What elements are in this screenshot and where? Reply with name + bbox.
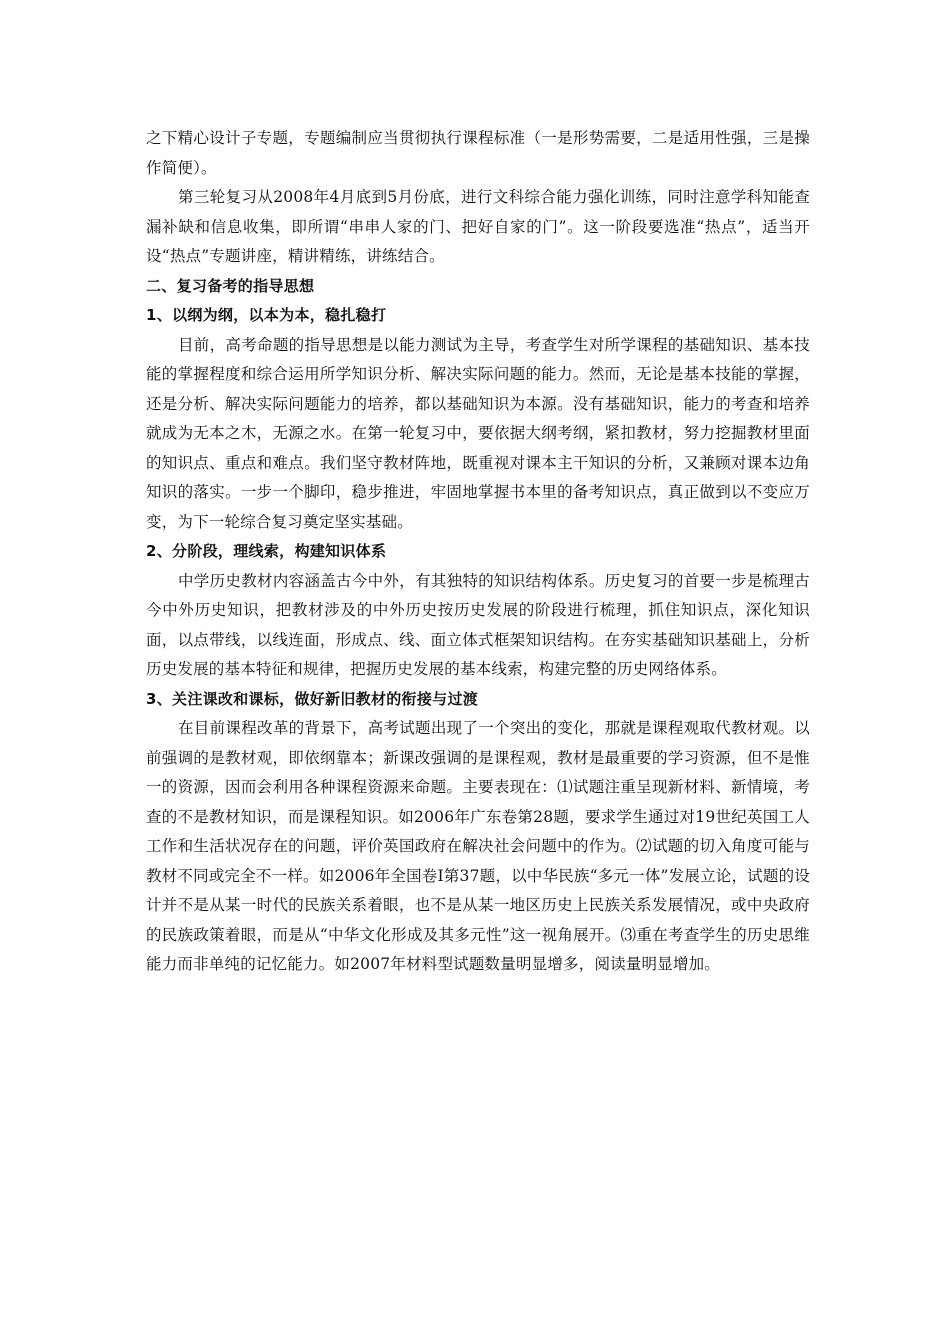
subheading-point-2: 2、分阶段，理线索，构建知识体系 (146, 542, 387, 560)
third-round-paragraph: 第三轮复习从2008年4月底到5月份底，进行文科综合能力强化训练，同时注意学科知能查漏补缺和信息收集，即所谓“串串人家的门、把好自家的门”。这一阶段要选准“热点”，适当开设“热点”专题讲座，精讲精练，讲练结合。 (146, 188, 810, 265)
section-heading-guiding-ideas: 二、复习备考的指导思想 (146, 276, 315, 295)
subheading-point-3: 3、关注课改和课标，做好新旧教材的衔接与过渡 (146, 689, 479, 708)
document-page (146, 124, 810, 980)
point-3-paragraph: 在目前课程改革的背景下，高考试题出现了一个突出的变化，那就是课程观取代教材观。以前强调的是教材观，即依纲靠本；新课改强调的是课程观，教材是最重要的学习资源，但不是惟一的资源，因而会利用各种课程资源来命题。主要表现在：⑴试题注重呈现新材料、新情境，考查的不是教材知识，而是课程知识。如2006年广东卷第28题，要求学生通过对19世纪英国工人工作和生活状况存在的问题，评价英国政府在解决社会问题中的作为。⑵试题的切入角度可能与教材不同或完全不一样。如2006年全国卷Ⅰ第37题，以中华民族“多元一体”发展立论，试题的设计并不是从某一时代的民族关系着眼，也不是从某一地区历史上民族关系发展情况，或中央政府的民族政策着眼，而是从“中华文化形成及其多元性”这一视角展开。⑶重在考查学生的历史思维能力而非单纯的记忆能力。如2007年材料型试题数量明显增多，阅读量明显增加。 (146, 719, 810, 973)
subheading-point-1: 1、以纲为纲，以本为本，稳扎稳打 (146, 306, 387, 324)
point-1-paragraph: 目前，高考命题的指导思想是以能力测试为主导，考查学生对所学课程的基础知识、基本技能的掌握程度和综合运用所学知识分析、解决实际问题的能力。然而，无论是基本技能的掌握，还是分析、解决实际问题能力的培养，都以基础知识为本源。没有基础知识，能力的考查和培养就成为无本之木，无源之水。在第一轮复习中，要依据大纲考纲，紧扣教材，努力挖掘教材里面的知识点、重点和难点。我们坚守教材阵地，既重视对课本主干知识的分析，又兼顾对课本边角知识的落实。一步一个脚印，稳步推进，牢固地掌握书本里的备考知识点，真正做到以不变应万变，为下一轮综合复习奠定坚实基础。 (146, 335, 810, 531)
point-2-paragraph: 中学历史教材内容涵盖古今中外，有其独特的知识结构体系。历史复习的首要一步是梳理古今中外历史知识，把教材涉及的中外历史按历史发展的阶段进行梳理，抓住知识点，深化知识面，以点带线，以线连面，形成点、线、面立体式框架知识结构。在夯实基础知识基础上，分析历史发展的基本特征和规律，把握历史发展的基本线索，构建完整的历史网络体系。 (146, 571, 810, 678)
intro-paragraph: 之下精心设计子专题，专题编制应当贯彻执行课程标准（一是形势需要，二是适用性强，三是操作简便）。 (146, 129, 810, 177)
